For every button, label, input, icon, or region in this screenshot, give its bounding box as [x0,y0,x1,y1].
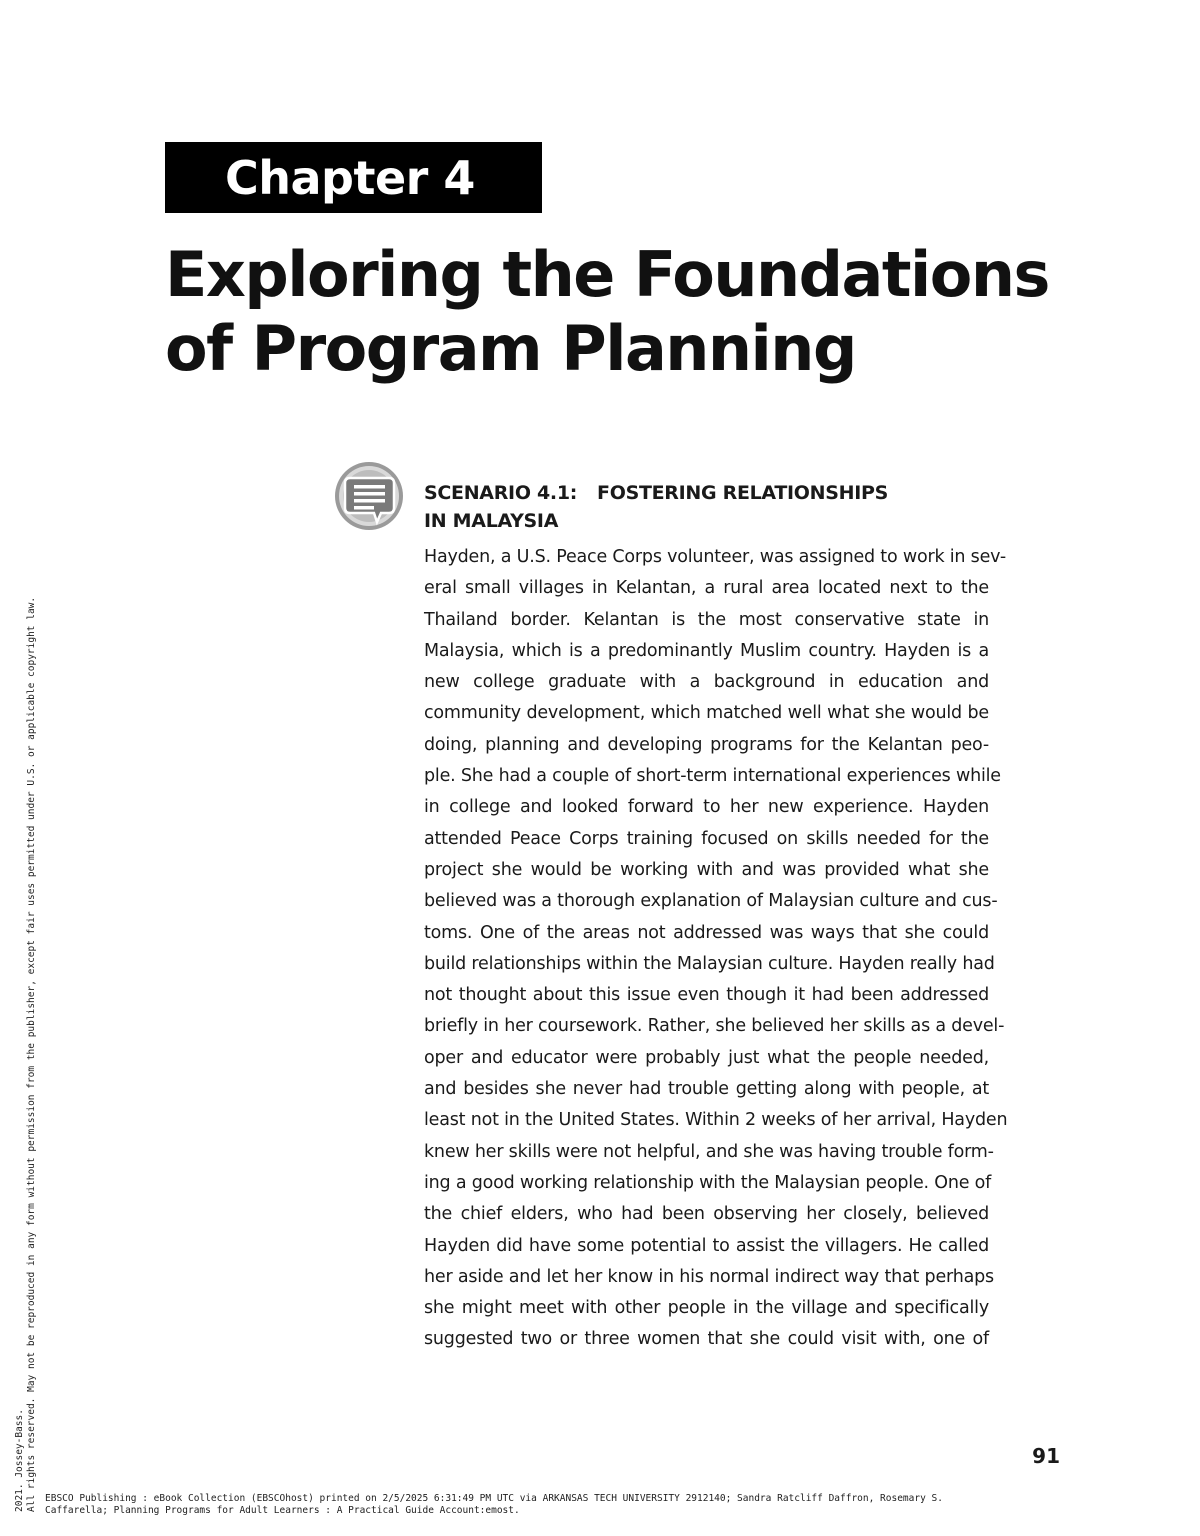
body-line: briefly in her coursework. Rather, she believed her skills as a devel- [424,1016,1005,1037]
body-line: not thought about this issue even though it had been addressed [424,985,989,1006]
chapter-title-line-2: of Program Planning [165,312,856,385]
body-line: doing, planning and developing programs for the Kelantan peo- [424,734,989,755]
chapter-title-line-1: Exploring the Foundations [165,238,1049,311]
body-line: knew her skills were not helpful, and she was having trouble form- [424,1141,994,1162]
body-line: oper and educator were probably just what the people needed, [424,1047,989,1068]
page-number: 91 [1032,1444,1060,1468]
body-line: eral small villages in Kelantan, a rural area located next to the [424,578,989,599]
body-line: in college and looked forward to her new experience. Hayden [424,797,989,818]
scenario-number: SCENARIO 4.1: [424,482,578,504]
copyright-line-1: 2021. Jossey-Bass. [14,1409,25,1512]
body-line: Malaysia, which is a predominantly Muslim country. Hayden is a [424,640,989,661]
footer-line-2: Caffarella; Planning Programs for Adult Learners : A Practical Guide Account:emost. [45,1505,520,1516]
ebsco-footer-notice [45,1493,1155,1517]
body-line: believed was a thorough explanation of Malaysian culture and cus- [424,891,998,912]
body-line: Hayden did have some potential to assist the villagers. He called [424,1235,989,1256]
body-line: toms. One of the areas not addressed was ways that she could [424,922,989,943]
body-line: community development, which matched well what she would be [424,703,989,724]
body-line: build relationships within the Malaysian culture. Hayden really had [424,953,995,974]
body-line: and besides she never had trouble getting along with people, at [424,1079,989,1100]
body-line: she might meet with other people in the village and specifically [424,1298,989,1319]
body-line: least not in the United States. Within 2 weeks of her arrival, Hayden [424,1110,1008,1131]
scenario-body-text [424,542,1008,1356]
body-line: project she would be working with and was provided what she [424,859,989,880]
scenario-title-part-2: IN MALAYSIA [424,510,559,532]
footer-line-1: EBSCO Publishing : eBook Collection (EBSCOhost) printed on 2/5/2025 6:31:49 PM UTC via ARKANSAS TECH UNIVERSITY 2912140; Sandra Ratcliff Daffron, Rosemary S. [45,1493,943,1504]
body-line: ing a good working relationship with the Malaysian people. One of [424,1172,992,1193]
body-line: attended Peace Corps training focused on skills needed for the [424,828,989,849]
scenario-heading [424,479,1004,535]
chapter-label-bar [165,142,542,213]
scenario-title-part-1: FOSTERING RELATIONSHIPS [597,482,889,504]
chapter-title [165,238,1065,386]
body-line: suggested two or three women that she could visit with, one of [424,1329,989,1350]
body-line: Hayden, a U.S. Peace Corps volunteer, was assigned to work in sev- [424,547,1006,567]
body-line: ple. She had a couple of short-term international experiences while [424,766,1001,787]
speech-bubble-document-icon [333,462,407,534]
copyright-line-2: All rights reserved. May not be reproduced in any form without permission from the publisher, except fair uses permitted under U.S. or applicable copyright law. [26,596,37,1512]
body-line: the chief elders, who had been observing her closely, believed [424,1204,989,1225]
body-line: new college graduate with a background in education and [424,672,989,693]
copyright-side-notice [14,382,38,1512]
body-line: Thailand border. Kelantan is the most conservative state in [424,609,989,630]
chapter-label: Chapter 4 [225,150,475,205]
body-line: her aside and let her know in his normal indirect way that perhaps [424,1266,994,1287]
